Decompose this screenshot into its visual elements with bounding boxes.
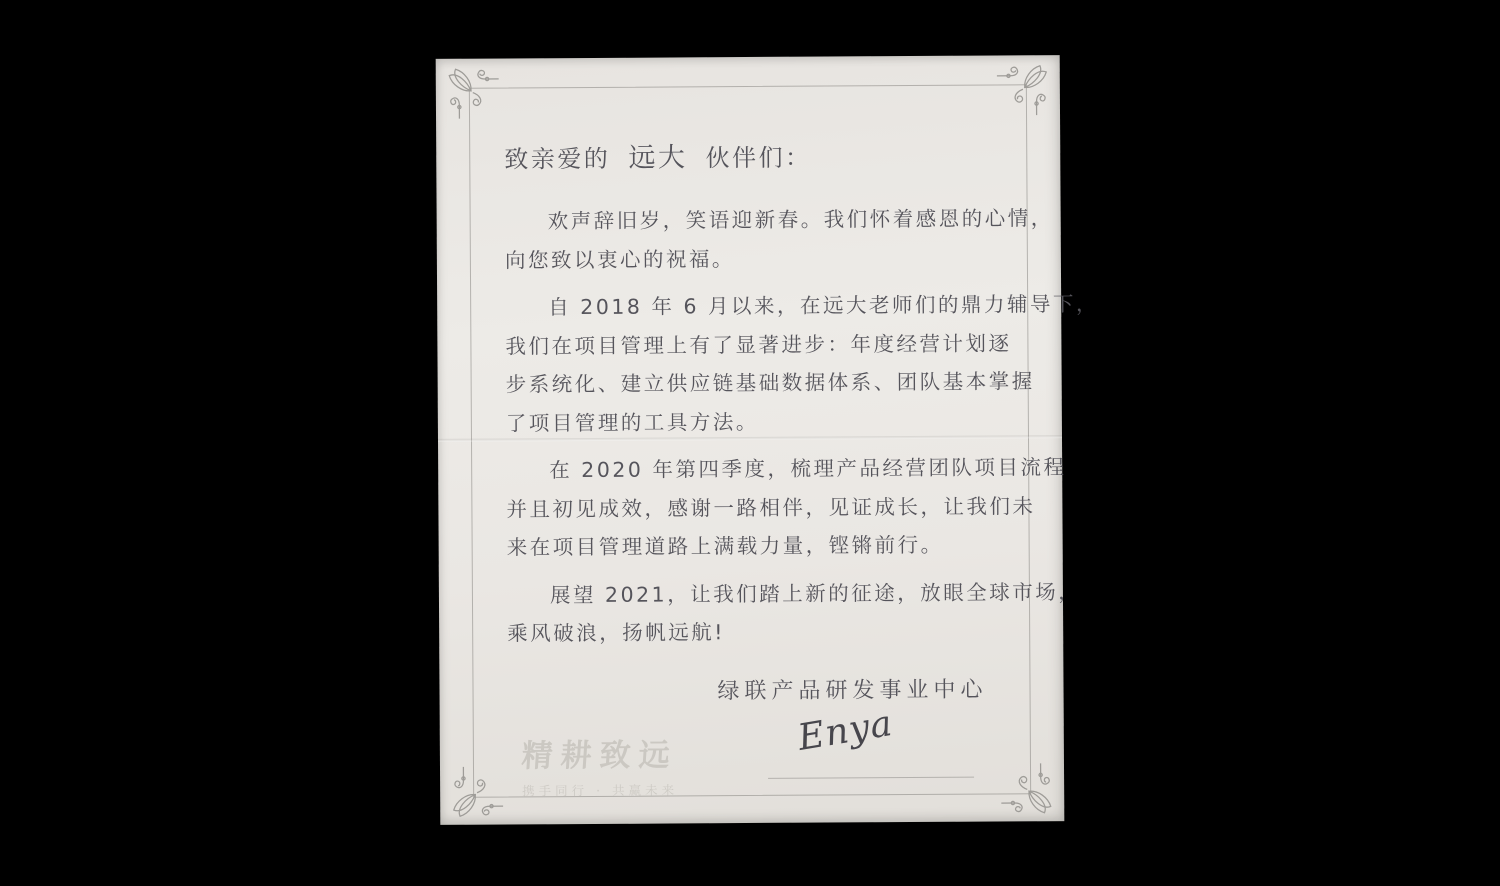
paragraph [507, 573, 1082, 653]
paragraph-line: 自 2018 年 6 月以来，在远大老师们的鼎力辅导下， [548, 291, 1100, 320]
paragraph [506, 448, 1067, 567]
salutation-suffix: 伙伴们： [705, 143, 812, 173]
paragraph [504, 199, 1054, 279]
paragraph-line: 展望 2021，让我们踏上新的征途，放眼全球市场， [549, 579, 1082, 607]
signature-block [780, 702, 960, 778]
paragraph-line: 了项目管理的工具方法。 [505, 409, 759, 435]
signature: Enya [795, 702, 896, 759]
signoff: 绿联产品研发事业中心 [717, 677, 988, 704]
paragraph-line: 步系统化、建立供应链基础数据体系、团队基本掌握 [505, 369, 1035, 397]
paragraph-line: 乘风破浪，扬帆远航! [507, 620, 725, 646]
paragraph-line: 欢声辞旧岁，笑语迎新春。我们怀着感恩的心情， [547, 206, 1054, 234]
paragraph-line: 我们在项目管理上有了显著进步：年度经营计划逐 [505, 330, 1012, 358]
salutation-prefix: 致亲爱的 [504, 144, 611, 174]
watermark-slogan: 精耕致远 [520, 737, 679, 775]
paragraph-line: 来在项目管理道路上满载力量，铿锵前行。 [506, 532, 944, 560]
corner-flourish-icon [997, 61, 1051, 115]
paragraph [505, 285, 1100, 442]
company-watermark [522, 729, 678, 799]
paragraph-line: 在 2020 年第四季度，梳理产品经营团队项目流程 [549, 455, 1067, 483]
watermark-tagline: 携手同行 · 共赢未来 [522, 782, 679, 799]
corner-flourish-icon [449, 767, 503, 821]
paragraph-line: 并且初见成效，感谢一路相伴，见证成长，让我们未 [506, 493, 1036, 521]
recipient-name: 远大 [628, 142, 688, 174]
letter-body [504, 139, 1100, 780]
corner-flourish-icon [445, 65, 499, 119]
letter-paper [436, 55, 1100, 825]
paragraph-line: 向您致以衷心的祝福。 [504, 246, 735, 272]
salutation [504, 139, 1014, 176]
